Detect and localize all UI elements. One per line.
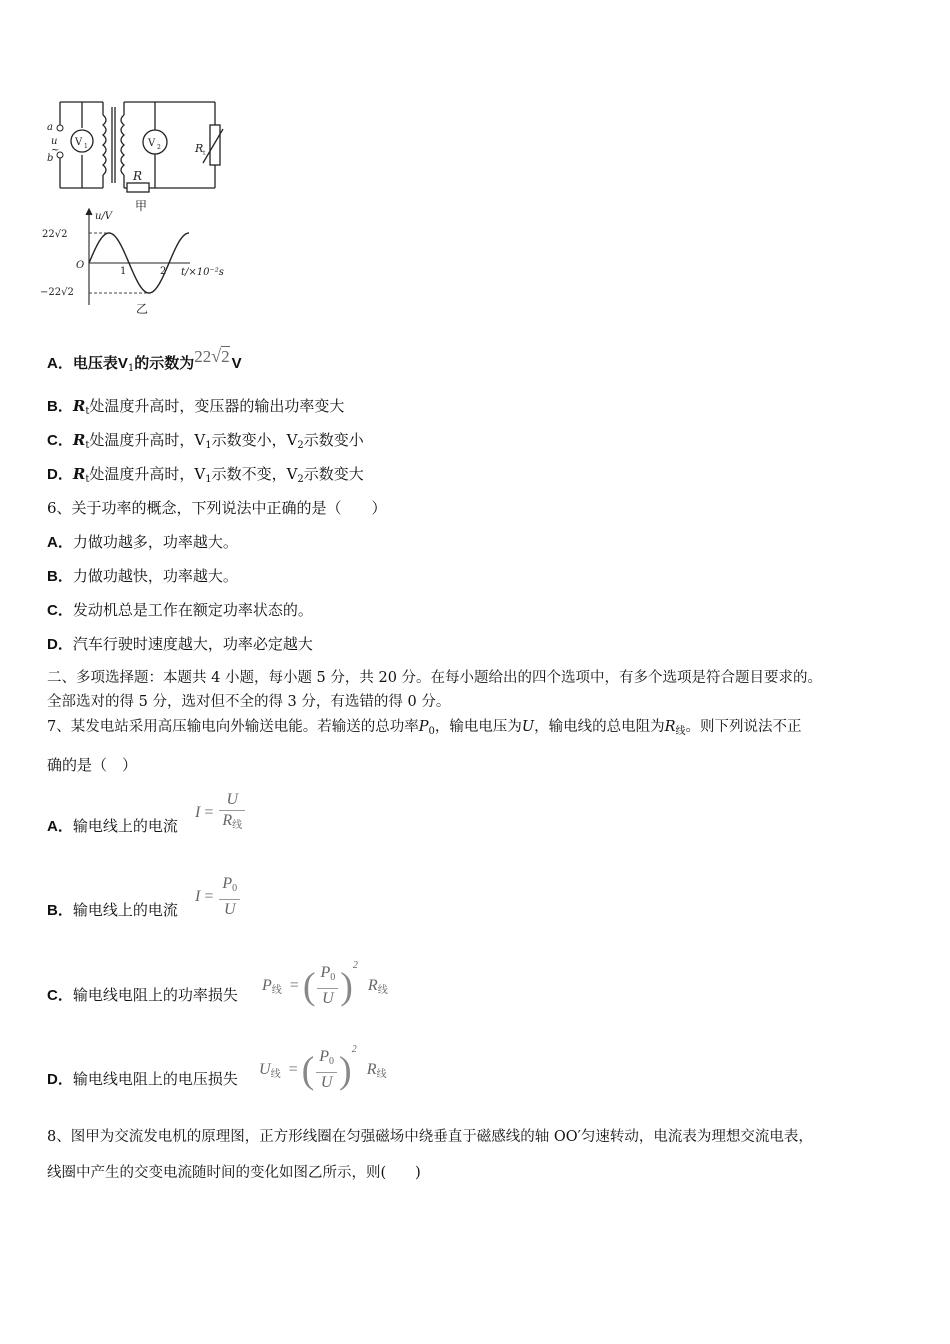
q7-option-d-formula: $U_线$ = ( $\frac{P_0}{U}$ )$^2$ $R_线$: [259, 1044, 387, 1092]
v1-meter-label: V: [75, 137, 83, 148]
q7-option-c-formula: $P_线$ = ( $\frac{P_0}{U}$ )$^2$ $R_线$: [262, 960, 388, 1008]
x-tick-label-2: 2: [160, 266, 167, 277]
figure-yi-caption: 乙: [136, 302, 149, 316]
x-axis-label: t/×10⁻²s: [181, 267, 224, 278]
v1-meter-sub: 1: [84, 143, 88, 150]
q6-option-d[interactable]: D．汽车行驶时速度越大，功率必定越大: [47, 635, 313, 653]
q5-option-b[interactable]: B．$R_t$处温度升高时，变压器的输出功率变大: [47, 397, 345, 417]
q7-option-a[interactable]: A．输电线上的电流: [47, 817, 178, 835]
transformer-circuit-figure: [45, 95, 225, 220]
origin-label: O: [76, 260, 85, 271]
y-min-tick-label: −22√2: [40, 287, 74, 298]
terminal-b-label: b: [47, 153, 54, 164]
q7-option-c[interactable]: C．输电线电阻上的功率损失: [47, 986, 238, 1004]
q7-stem-line2: 确的是（ ）: [47, 756, 138, 774]
q7-option-b[interactable]: B．输电线上的电流: [47, 901, 178, 919]
q8-stem-line2: 线圈中产生的交变电流随时间的变化如图乙所示，则( ): [47, 1165, 421, 1181]
q7-stem-line1: 7、某发电站采用高压输电向外输送电能。若输送的总功率$P_0$，输电电压为U，输电线的总电阻为$R_线$。则下列说法不正: [47, 719, 802, 737]
q6-option-a[interactable]: A．力做功越多，功率越大。: [47, 533, 238, 551]
q6-stem: 6、关于功率的概念，下列说法中正确的是（ ）: [47, 499, 387, 517]
q5-option-a[interactable]: A．电压表$V_1$的示数为22√2 V: [47, 346, 242, 374]
v2-meter-sub: 2: [157, 144, 161, 151]
y-max-tick-label: 22√2: [42, 229, 68, 240]
figure-jia-caption: 甲: [135, 199, 148, 213]
thermistor-sub: t: [203, 150, 206, 157]
option-a-formula: 22√2: [194, 346, 230, 366]
section2-heading-line2: 全部选对的得 5 分，选对但不全的得 3 分，有选错的得 0 分。: [47, 694, 451, 710]
source-tilde-label: ~: [51, 145, 60, 156]
q5-option-d[interactable]: D．$R_t$处温度升高时，$V_1$示数不变，$V_2$示数变大: [47, 465, 364, 485]
sine-wave-chart: [40, 205, 250, 317]
terminal-a-label: a: [47, 122, 53, 133]
q6-option-b[interactable]: B．力做功越快，功率越大。: [47, 567, 238, 585]
q7-option-a-formula: I = $\frac{U}{R_线}$: [195, 790, 247, 836]
option-letter: A．: [47, 355, 73, 372]
y-axis-label: u/V: [95, 211, 113, 222]
x-tick-label-1: 1: [120, 266, 127, 277]
q5-option-c[interactable]: C．$R_t$处温度升高时，$V_1$示数变小，$V_2$示数变小: [47, 431, 364, 451]
thermistor-label: R: [195, 142, 204, 155]
q6-option-c[interactable]: C．发动机总是工作在额定功率状态的。: [47, 601, 313, 619]
q7-option-b-formula: I = $\frac{P_0}{U}$: [195, 874, 242, 920]
section2-heading-line1: 二、多项选择题：本题共 4 小题，每小题 5 分，共 20 分。在每小题给出的四个选项中，有多个选项是符合题目要求的。: [47, 670, 823, 686]
source-u-label: u: [51, 136, 58, 147]
v2-meter-label: V: [148, 138, 156, 149]
resistor-r-label: R: [133, 169, 143, 183]
q8-stem-line1: 8、图甲为交流发电机的原理图，正方形线圈在匀强磁场中绕垂直于磁感线的轴 OO′匀速转动，电流表为理想交流电表，: [47, 1129, 813, 1145]
q7-option-d[interactable]: D．输电线电阻上的电压损失: [47, 1070, 238, 1088]
